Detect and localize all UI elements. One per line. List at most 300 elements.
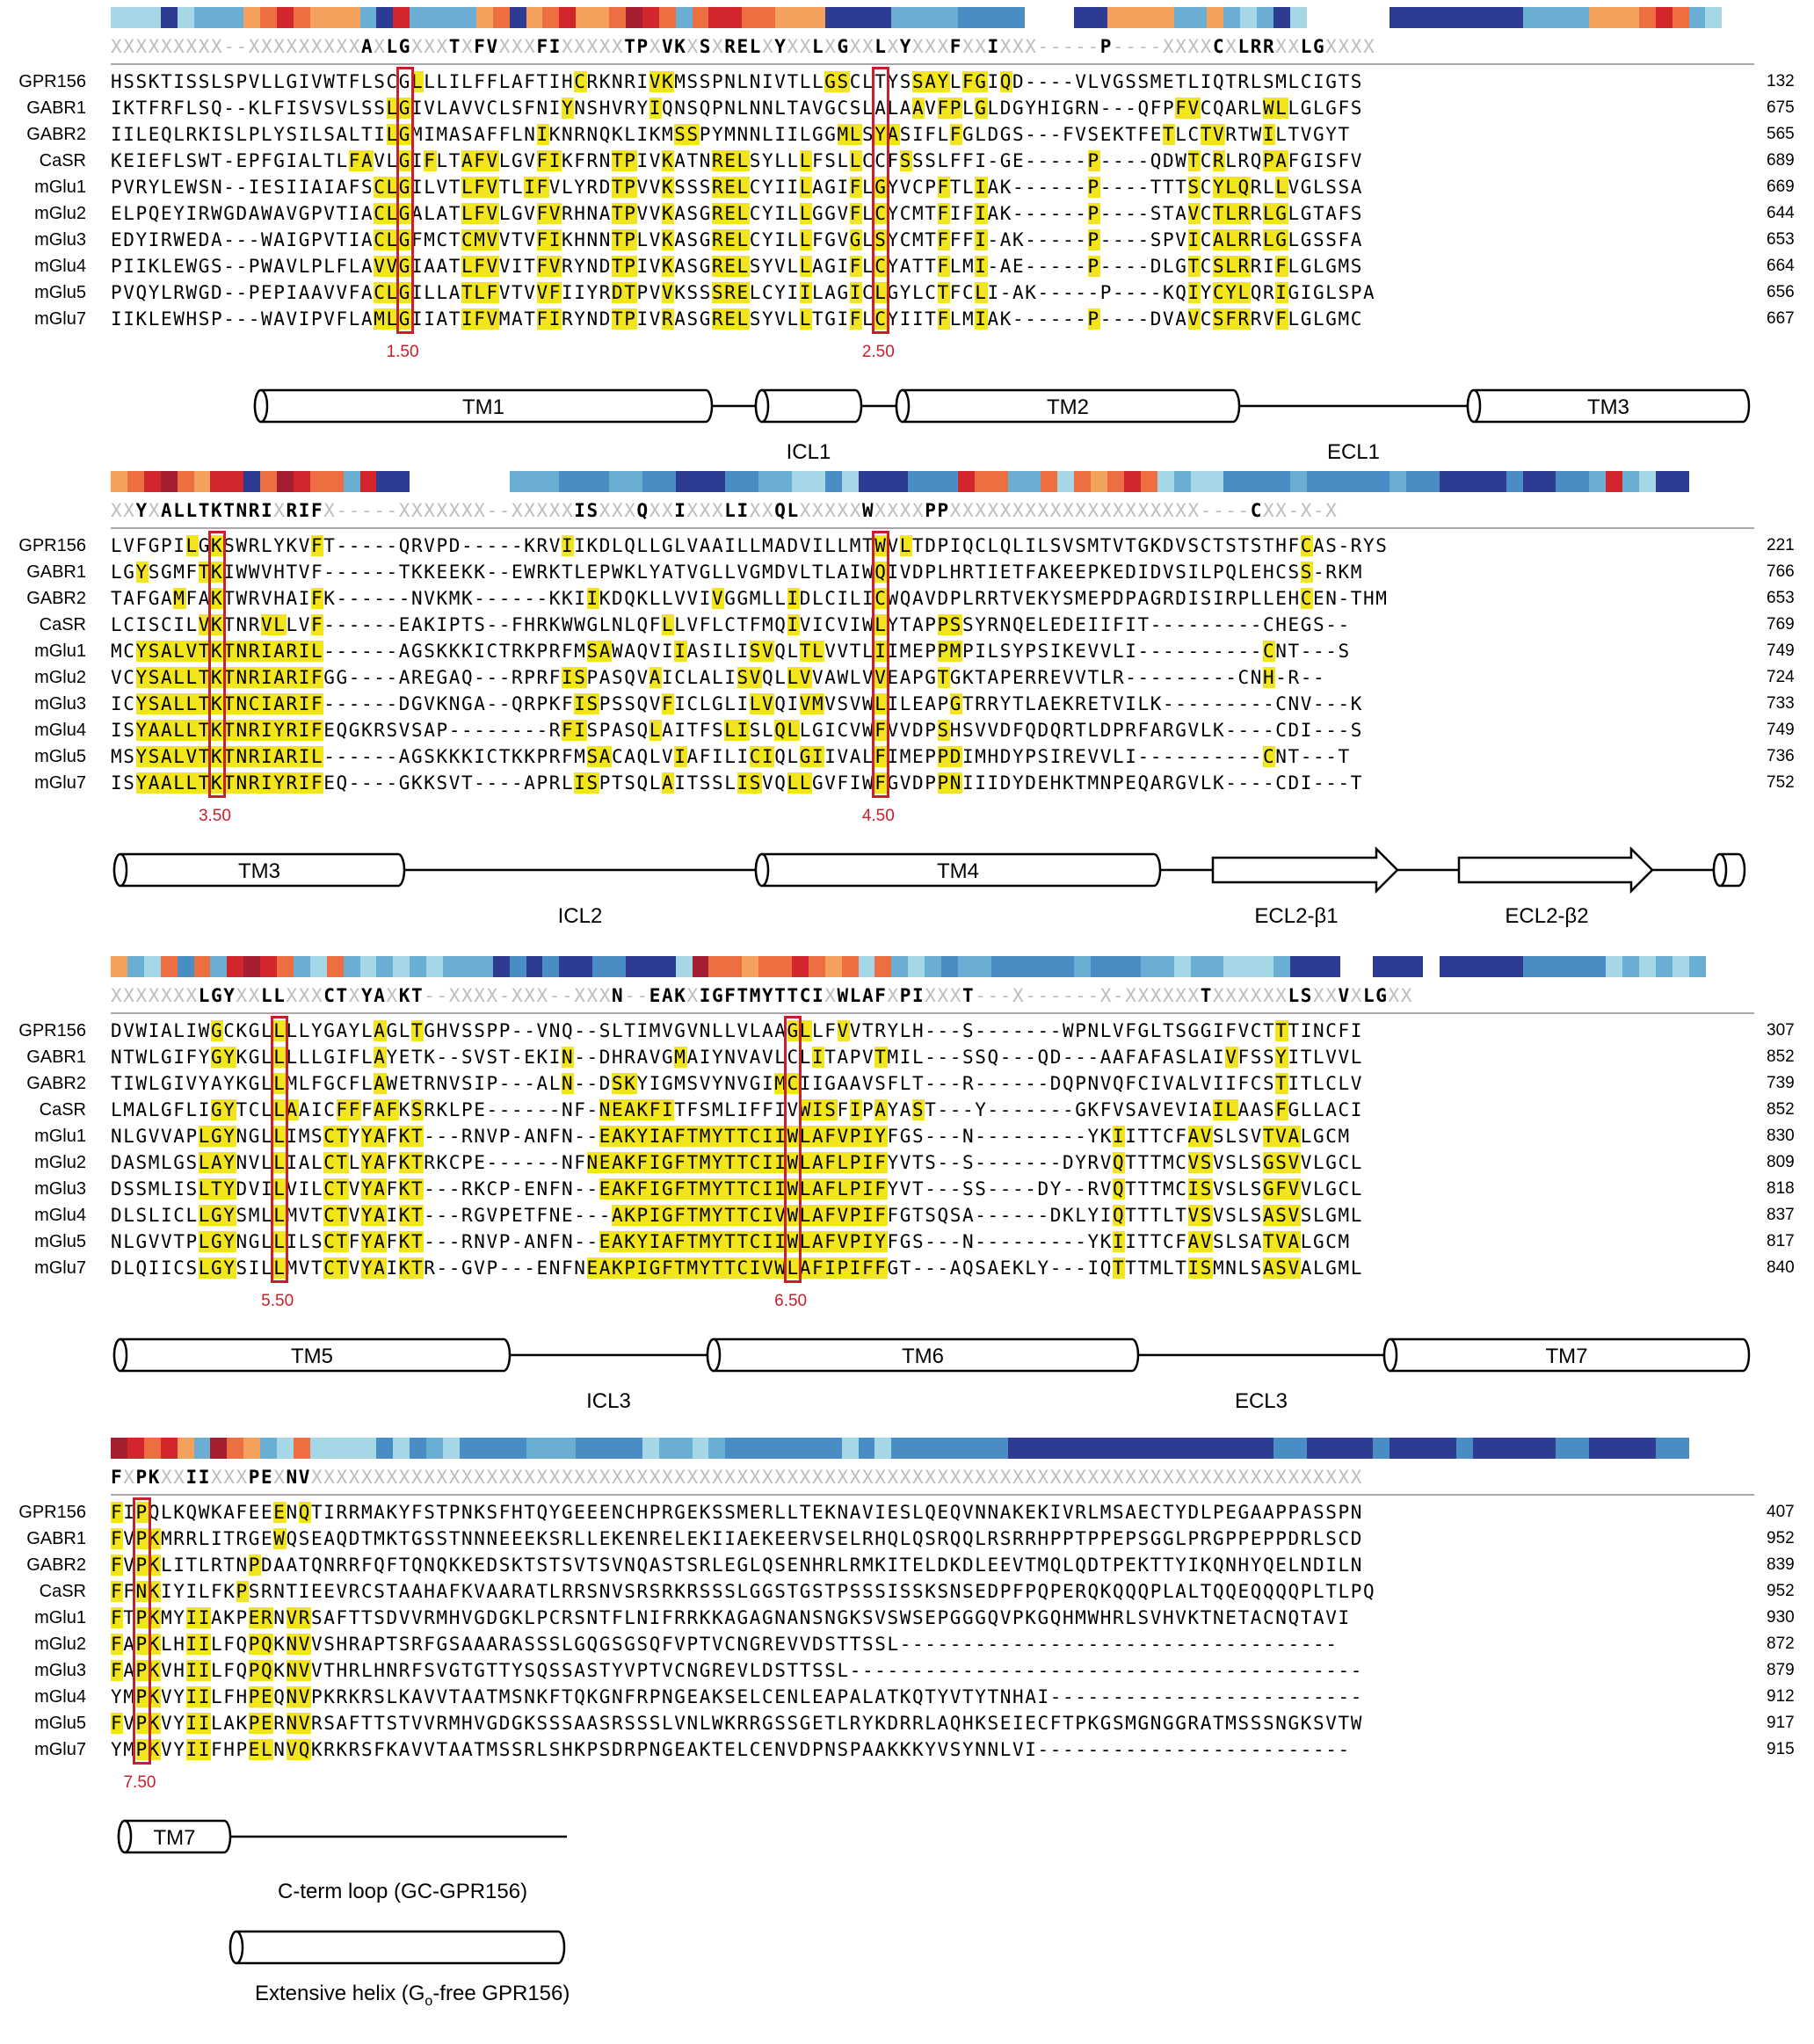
- conservation-segment: [443, 7, 460, 28]
- conservation-segment: [310, 956, 327, 977]
- conservation-segment: [526, 7, 543, 28]
- conservation-segment: [227, 7, 243, 28]
- conservation-segment: [1124, 471, 1141, 492]
- conservation-segment: [958, 1438, 975, 1459]
- conservation-segment: [127, 1438, 144, 1459]
- conservation-segment: [1523, 956, 1540, 977]
- conservation-segment: [1506, 471, 1523, 492]
- conservation-segment: [792, 7, 809, 28]
- sequence-row: FAPKLHIILFQPQKNVVSHRAPTSRFGSAAARASSSLGQGSGSQFVPTVCNGREVVDSTTSSL-----------------------------------: [111, 1634, 1339, 1655]
- conservation-segment: [825, 1438, 842, 1459]
- conservation-segment: [1423, 7, 1440, 28]
- conservation-segment: [360, 956, 377, 977]
- conservation-segment: [1107, 471, 1124, 492]
- extensive-helix-cap: [230, 1932, 243, 1963]
- helix-tm2-cap: [896, 390, 909, 422]
- residue-number: 852: [1767, 1100, 1795, 1119]
- loop-label: ECL3: [1234, 1389, 1288, 1413]
- conservation-segment: [161, 956, 178, 977]
- conservation-segment: [809, 471, 825, 492]
- sequence-name: GABR2: [26, 1074, 86, 1093]
- sequence-name: CaSR: [39, 1100, 86, 1120]
- sequence-name: mGlu1: [34, 178, 86, 197]
- sequence-row: DSSMLISLTYDVILVILCTVYAFKT---RKCP-ENFN--EAKFIGFTMYTTCIIWLAFLPIFYVT---SS----DY--RVQTTTMCISVSLSGFVVLGCL: [111, 1178, 1363, 1200]
- conservation-segment: [1273, 1438, 1290, 1459]
- loop-label: C-term loop (GC-GPR156): [278, 1880, 528, 1903]
- sequence-name: GABR1: [26, 1529, 86, 1548]
- conservation-segment: [294, 956, 310, 977]
- conservation-segment: [344, 956, 360, 977]
- conservation-segment: [1124, 956, 1141, 977]
- conservation-segment: [1673, 471, 1689, 492]
- sequence-name: GPR156: [18, 1021, 86, 1040]
- residue-number: 839: [1767, 1555, 1795, 1574]
- conservation-segment: [891, 956, 908, 977]
- conservation-segment: [576, 1438, 592, 1459]
- conservation-segment: [1074, 7, 1091, 28]
- conservation-segment: [1357, 1438, 1374, 1459]
- conservation-segment: [1191, 7, 1208, 28]
- conservation-segment: [1490, 7, 1506, 28]
- sequence-row: DLSLICLLGYSMLLMVTCTVYAIKT---RGVPETFNE---AKPIGFTMYTTCIVWLAFVPIFFGTSQSA------DKLYIQTTTLTVSVSLSASVSLGML: [111, 1205, 1363, 1226]
- conservation-segment: [1390, 471, 1406, 492]
- conservation-segment: [991, 956, 1008, 977]
- position-marker-label: 3.50: [198, 807, 231, 825]
- conservation-segment: [542, 1438, 559, 1459]
- conservation-segment: [1257, 7, 1273, 28]
- conservation-segment: [1373, 471, 1390, 492]
- consensus-divider: [111, 1494, 1754, 1496]
- residue-number: 872: [1767, 1634, 1795, 1653]
- helix-label: TM5: [291, 1345, 333, 1368]
- residue-number: 915: [1767, 1740, 1795, 1758]
- consensus-sequence: XXXXXXXLGYXXLLXXXCTXYAXKT--XXXX-XXX--XXXN--EAKXIGFTMYTTCIXWLAFXPIXXXT---X------X-XXXXXXTXXXXXXLSXXVXLGXX: [111, 985, 1413, 1006]
- sequence-name: mGlu1: [34, 1127, 86, 1146]
- conservation-segment: [792, 471, 809, 492]
- residue-number: 952: [1767, 1529, 1795, 1547]
- conservation-segment: [1406, 1438, 1423, 1459]
- conservation-segment: [1639, 7, 1656, 28]
- conservation-segment: [1589, 471, 1606, 492]
- conservation-segment: [1041, 956, 1057, 977]
- residue-number: 818: [1767, 1179, 1795, 1198]
- conservation-segment: [642, 7, 659, 28]
- sequence-name: mGlu1: [34, 641, 86, 661]
- sequence-row: YMPKVYIIFHPELNVQKRKRSFKAVVTAATMSSRLSHKPSDRPNGEAKTELCENVDPNSPAAKKKYVSYNNLVI-------------------------: [111, 1739, 1351, 1760]
- helix-tm1-cap: [255, 390, 267, 422]
- conservation-segment: [1091, 7, 1107, 28]
- conservation-segment: [1091, 956, 1107, 977]
- conservation-segment: [144, 1438, 161, 1459]
- conservation-segment: [842, 956, 859, 977]
- sequence-name: mGlu7: [34, 773, 86, 793]
- sequence-row: ISYAALLTKTNRIYRIFEQGKRSVSAP--------RFISPASQLAITFSLISLQLLGICVWFVVDPSHSVVDFQDQRTLDPRFARGVLK----CDI---S: [111, 720, 1363, 741]
- conservation-segment: [1490, 1438, 1506, 1459]
- sequence-row: VCYSALLTKTNRIARIFGG----AREGAQ---RPRFISPASQVAICLALISVQLLVVAWLVVEAPGTGKTAPERREVVTLR---------CNH-R--: [111, 667, 1326, 688]
- conservation-segment: [825, 956, 842, 977]
- conservation-segment: [693, 1438, 709, 1459]
- beta-strand-arrow: [1459, 849, 1652, 891]
- conservation-segment: [310, 471, 327, 492]
- position-marker-label: 7.50: [123, 1773, 156, 1792]
- conservation-segment: [925, 1438, 941, 1459]
- position-marker-label: 2.50: [861, 343, 895, 361]
- residue-number: 752: [1767, 773, 1795, 792]
- sequence-name: GPR156: [18, 72, 86, 91]
- conservation-segment: [1606, 7, 1622, 28]
- conservation-segment: [676, 7, 693, 28]
- sequence-name: mGlu3: [34, 694, 86, 714]
- conservation-segment: [1340, 471, 1357, 492]
- conservation-segment: [1572, 7, 1589, 28]
- helix-label: TM2: [1047, 395, 1089, 419]
- conservation-segment: [443, 956, 460, 977]
- position-marker-box: [872, 67, 889, 334]
- conservation-segment: [327, 956, 344, 977]
- conservation-segment: [1440, 7, 1456, 28]
- conservation-segment: [758, 7, 775, 28]
- conservation-segment: [941, 956, 958, 977]
- helix-label: TM3: [1587, 395, 1629, 419]
- conservation-segment: [559, 1438, 576, 1459]
- conservation-segment: [476, 7, 493, 28]
- conservation-segment: [891, 1438, 908, 1459]
- conservation-segment: [493, 956, 510, 977]
- conservation-segment: [1406, 956, 1423, 977]
- conservation-segment: [1157, 7, 1174, 28]
- sequence-row: YMPKVYIILFHPEQNVPKRKRSLKAVVTAATMSNKFTQKGNFRPNGEAKSELCENLEAPALATKQTYVTYTNHAI-------------------------: [111, 1686, 1363, 1707]
- conservation-segment: [1606, 471, 1622, 492]
- helix-label: Extensive helix ($G_o$-free GPR156): [255, 1982, 570, 2009]
- conservation-segment: [609, 7, 626, 28]
- conservation-segment: [426, 956, 443, 977]
- sequence-name: GABR1: [26, 562, 86, 582]
- conservation-segment: [1107, 956, 1124, 977]
- position-marker-box: [133, 1497, 150, 1765]
- beta-strand-arrow: [1213, 849, 1397, 891]
- conservation-segment: [1223, 7, 1240, 28]
- conservation-segment: [1589, 7, 1606, 28]
- conservation-segment: [1324, 956, 1340, 977]
- conservation-segment: [1622, 1438, 1639, 1459]
- extensive-helix: [230, 1932, 564, 1963]
- conservation-segment: [360, 471, 377, 492]
- conservation-segment: [1673, 7, 1689, 28]
- conservation-segment: [1490, 956, 1506, 977]
- conservation-segment: [659, 1438, 676, 1459]
- sequence-row: EDYIRWEDA---WAIGPVTIACLGFMCTCMVVTVFIKHNNTPLVKASGRELCYILLFGVGLSYCMTFFFI-AK-----P----SPVICALRRLGLGSSFA: [111, 229, 1363, 250]
- conservation-segment: [1307, 1438, 1324, 1459]
- sequence-name: mGlu3: [34, 1179, 86, 1199]
- sequence-name: mGlu7: [34, 1740, 86, 1759]
- conservation-segment: [874, 956, 891, 977]
- conservation-segment: [260, 1438, 277, 1459]
- conservation-segment: [1423, 1438, 1440, 1459]
- conservation-segment: [1689, 7, 1706, 28]
- conservation-segment: [792, 956, 809, 977]
- conservation-segment: [1290, 7, 1307, 28]
- conservation-segment: [1141, 7, 1157, 28]
- conservation-segment: [327, 1438, 344, 1459]
- consensus-divider: [111, 527, 1754, 529]
- conservation-segment: [659, 7, 676, 28]
- residue-number: 221: [1767, 536, 1795, 554]
- conservation-segment: [559, 7, 576, 28]
- sequence-row: LVFGPILGKSWRLYKVFT-----QRVPD-----KRVIIKDLQLLGLVAAILLMADVILLMTWVLTDPIQCLQLILSVSMTVTGKDVSCTSTSTHFCAS-RYS: [111, 535, 1389, 556]
- conservation-segment: [693, 956, 709, 977]
- sequence-name: GABR2: [26, 1555, 86, 1575]
- residue-number: 675: [1767, 98, 1795, 117]
- alignment-block-4: [0, 1432, 1814, 2009]
- conservation-segment: [991, 471, 1008, 492]
- residue-number: 837: [1767, 1206, 1795, 1224]
- conservation-segment: [1240, 956, 1257, 977]
- conservation-segment: [1207, 1438, 1223, 1459]
- conservation-segment: [576, 7, 592, 28]
- conservation-segment: [1373, 956, 1390, 977]
- conservation-segment: [559, 471, 576, 492]
- sequence-name: mGlu4: [34, 721, 86, 740]
- conservation-segment: [958, 471, 975, 492]
- sequence-row: LMALGFLIGYTCLLAAICFFFAFKSRKLPE------NF-NEAKFITFSMLIFFIVWISFIPAYAST---Y-------GKFVSAVEVIAILAASFGLLACI: [111, 1099, 1363, 1120]
- conservation-segment: [825, 471, 842, 492]
- position-marker-label: 1.50: [386, 343, 419, 361]
- conservation-segment: [1539, 1438, 1556, 1459]
- conservation-segment: [991, 7, 1008, 28]
- conservation-segment: [1506, 956, 1523, 977]
- consensus-sequence: XXXXXXXXX--XXXXXXXXXAXLGXXXTXFVXXXFIXXXXXTPXVKXSXRELXYXXLXGXXLXYXXXFXXIXXX-----P----XXXXCXLRRXXLGXXXX: [111, 36, 1376, 57]
- sequence-row: IKTFRFLSQ--KLFISVSVLSSLGIVLAVVCLSFNIYNSHVRYIQNSQPNLNNLTAVGCSLALAAVFPLGLDGYHIGRN---QFPFVCQARLWLLGLGFS: [111, 98, 1363, 119]
- conservation-segment: [1074, 1438, 1091, 1459]
- conservation-segment: [194, 1438, 211, 1459]
- residue-number: 840: [1767, 1258, 1795, 1277]
- position-marker-box: [271, 1016, 288, 1283]
- conservation-segment: [809, 7, 825, 28]
- conservation-segment: [1639, 471, 1656, 492]
- sequence-name: mGlu4: [34, 257, 86, 276]
- conservation-segment: [1523, 471, 1540, 492]
- conservation-segment: [609, 1438, 626, 1459]
- conservation-segment: [210, 956, 227, 977]
- conservation-segment: [1357, 471, 1374, 492]
- conservation-segment: [178, 1438, 194, 1459]
- sequence-row: DLQIICSLGYSILLMVTCTVYAIKTR--GVP---ENFNEAKPIGFTMYTTCIVWLAFIPIFFGT---AQSAEKLY---IQTTTMLTISMNLSASVALGML: [111, 1258, 1363, 1279]
- conservation-segment: [1141, 1438, 1157, 1459]
- sequence-row: FFNKIYILFKPSRNTIEEVRCSTAAHAFKVAARATLRRSNVSRSRKRSSSLGGSTGSTPSSSISSKSNSEDPFPQPERQKQQQPLALTQQEQQQQPLTLPQ: [111, 1581, 1376, 1602]
- conservation-segment: [161, 7, 178, 28]
- sequence-row: FTPKMYIIAKPERNVRSAFTTSDVVRMHVGDGKLPCRSNTFLNIFRRKKAGAGNANSNGKSVSWSEPGGGQVPKGQHMWHRLSVHVKTNETACNQTAVI: [111, 1607, 1351, 1628]
- conservation-segment: [742, 1438, 758, 1459]
- conservation-segment: [925, 471, 941, 492]
- conservation-segment: [178, 956, 194, 977]
- sequence-row: DASMLGSLAYNVLLIALCTLYAFKTRKCPE------NFNEAKFIGFTMYTTCIIWLAFLPIFYVTS--S-------DYRVQTTTMCVSVSLSGSVVLGCL: [111, 1152, 1363, 1173]
- conservation-segment: [1157, 471, 1174, 492]
- sequence-name: mGlu5: [34, 1714, 86, 1733]
- conservation-segment: [1506, 1438, 1523, 1459]
- conservation-segment: [908, 471, 925, 492]
- conservation-segment: [1456, 471, 1473, 492]
- conservation-segment: [243, 1438, 260, 1459]
- conservation-segment: [975, 1438, 991, 1459]
- conservation-segment: [1440, 1438, 1456, 1459]
- sequence-row: PIIKLEWGS--PWAVLPLFLAVVGIAATLFVVITFVRYNDTPIVKASGRELSYVLLAGIFLCYATTFLMI-AE-----P----DLGTCSLRRIFLGLGMS: [111, 256, 1363, 277]
- conservation-segment: [1240, 1438, 1257, 1459]
- conservation-segment: [1556, 471, 1572, 492]
- conservation-segment: [958, 956, 975, 977]
- conservation-segment: [294, 471, 310, 492]
- conservation-segment: [1240, 7, 1257, 28]
- topology-diagram: [0, 1334, 1814, 1439]
- conservation-segment: [576, 956, 592, 977]
- conservation-segment: [1639, 1438, 1656, 1459]
- conservation-segment: [1440, 471, 1456, 492]
- conservation-segment: [1223, 471, 1240, 492]
- conservation-segment: [1523, 7, 1540, 28]
- sequence-name: mGlu4: [34, 1687, 86, 1707]
- residue-number: 879: [1767, 1661, 1795, 1679]
- sequence-name: mGlu5: [34, 283, 86, 302]
- conservation-segment: [460, 1438, 476, 1459]
- sequence-row: FIPQLKQWKAFEEENQTIRRMAKYFSTPNKSFHTQYGEEENCHPRGEKSSMERLLTEKNAVIESLQEQVNNAKEKIVRLMSAECTYDLPEGAAPPASSPN: [111, 1502, 1363, 1523]
- sequence-name: mGlu7: [34, 309, 86, 329]
- residue-number: 749: [1767, 721, 1795, 739]
- conservation-segment: [327, 7, 344, 28]
- conservation-segment: [725, 1438, 742, 1459]
- conservation-segment: [476, 956, 493, 977]
- residue-number: 852: [1767, 1047, 1795, 1066]
- conservation-segment: [958, 7, 975, 28]
- conservation-segment: [542, 471, 559, 492]
- conservation-segment: [1406, 471, 1423, 492]
- sequence-row: FVPKVYIILAKPERNVRSAFTTSTVVRMHVGDGKSSSAASRSSSLVNLWKRRGSSGETLRYKDRRLAQHKSEIECFTPKGSMGNGGRATMSSSNGKSVTW: [111, 1713, 1363, 1734]
- conservation-segment: [194, 956, 211, 977]
- conservation-segment: [842, 471, 859, 492]
- conservation-segment: [1473, 1438, 1490, 1459]
- conservation-segment: [1025, 471, 1041, 492]
- sequence-row: NLGVVTPLGYNGLLILSCTFYAFKT---RNVP-ANFN--EAKYIAFTMYTTCIIWLAFVPIYFGS---N---------YKIITTCFAVSLSATVALGCM: [111, 1231, 1351, 1252]
- sequence-row: LGYSGMFTKIWWVHTVF------TKKEEKK--EWRKTLEPWKLYATVGLLVGMDVLTLAIWQIVDPLHRTIETFAKEEPKEDIDVSILPQLEHCSS-RKM: [111, 562, 1363, 583]
- conservation-segment: [874, 1438, 891, 1459]
- residue-number: 724: [1767, 668, 1795, 686]
- conservation-segment: [1456, 7, 1473, 28]
- conservation-segment: [127, 471, 144, 492]
- conservation-segment: [1373, 1438, 1390, 1459]
- conservation-segment: [144, 956, 161, 977]
- conservation-segment: [1273, 956, 1290, 977]
- conservation-segment: [1622, 7, 1639, 28]
- sequence-row: NTWLGIFYGYKGLLLLLGIFLAYETK--SVST-EKIN--DHRAVGMAIYNVAVLCLITAPVTMIL---SSQ---QD---AAFAFASLAIVFSSYITLVVL: [111, 1047, 1363, 1068]
- conservation-segment: [127, 956, 144, 977]
- residue-number: 653: [1767, 230, 1795, 249]
- conservation-segment: [725, 471, 742, 492]
- sequence-name: GPR156: [18, 536, 86, 555]
- conservation-segment: [609, 471, 626, 492]
- conservation-segment: [1656, 471, 1673, 492]
- conservation-segment: [908, 956, 925, 977]
- conservation-segment: [809, 956, 825, 977]
- conservation-segment: [393, 471, 410, 492]
- conservation-segment: [1307, 471, 1324, 492]
- conservation-segment: [243, 956, 260, 977]
- conservation-segment: [1257, 1438, 1273, 1459]
- conservation-segment: [642, 1438, 659, 1459]
- conservation-segment: [1539, 471, 1556, 492]
- sequence-name: mGlu7: [34, 1258, 86, 1278]
- conservation-segment: [1572, 956, 1589, 977]
- helix-icl1-cap: [756, 390, 768, 422]
- conservation-segment: [559, 956, 576, 977]
- sequence-name: GABR1: [26, 98, 86, 118]
- conservation-segment: [243, 471, 260, 492]
- conservation-segment: [542, 7, 559, 28]
- conservation-segment: [127, 7, 144, 28]
- conservation-segment: [1207, 7, 1223, 28]
- conservation-segment: [310, 1438, 327, 1459]
- sequence-row: ELPQEYIRWGDAWAVGPVTIACLGALATLFVLGVFVRHNATPVVKASGRELCYILLGGVFLCYCMTFIFIAK------P----STAVCTLRRLGLGTAFS: [111, 203, 1363, 224]
- residue-number: 809: [1767, 1153, 1795, 1171]
- conservation-segment: [1008, 7, 1025, 28]
- conservation-segment: [1556, 956, 1572, 977]
- conservation-segment: [1240, 471, 1257, 492]
- residue-number: 912: [1767, 1687, 1795, 1706]
- residue-number: 930: [1767, 1608, 1795, 1627]
- conservation-segment: [1606, 956, 1622, 977]
- sequence-row: DVWIALIWGCKGLLLLYGAYLAGLTGHVSSPP--VNQ--SLTIMVGVNLLVLAAGLLFVVTRYLH---S-------WPNLVFGLTSGGIFVCTTTINCFI: [111, 1020, 1363, 1041]
- sequence-row: LCISCILVKTNRVLLVF------EAKIPTS--FHRKWWGLNLQFLLVFLCTFMQIVICVIWLYTAPPSSYRNQELEDEIIFIT---------CHEGS--: [111, 614, 1351, 635]
- sequence-row: FAPKVHIILFQPQKNVVTHRLHNRFSVGTGTTYSQSSASTYVPTVCNGREVLDSTTSSL-----------------------------------------: [111, 1660, 1363, 1681]
- conservation-segment: [708, 471, 725, 492]
- conservation-segment: [510, 471, 526, 492]
- residue-number: 739: [1767, 1074, 1795, 1092]
- conservation-segment: [1207, 956, 1223, 977]
- sequence-name: mGlu4: [34, 1206, 86, 1225]
- conservation-segment: [410, 956, 426, 977]
- conservation-segment: [1390, 7, 1406, 28]
- conservation-segment: [1174, 471, 1191, 492]
- conservation-segment: [891, 7, 908, 28]
- sequence-row: HSSKTISSLSPVLLGIVWTFLSCGLLLILFFLAFTIHCRKNRIVKMSSPNLNIVTLLGSCLTYSSAYLFGIQD----VLVGSSMETLIQTRLSMLCIGTS: [111, 71, 1363, 92]
- conservation-segment: [111, 471, 127, 492]
- conservation-segment: [941, 7, 958, 28]
- conservation-segment: [708, 7, 725, 28]
- conservation-segment: [227, 1438, 243, 1459]
- loop-label: ICL2: [557, 904, 603, 928]
- helix-tm4-cap: [756, 854, 768, 886]
- residue-number: 664: [1767, 257, 1795, 275]
- sequence-row: IILEQLRKISLPLYSILSALTILGMIMASAFFLNIKNRNQKLIKMSSPYMNNLIILGGMLSYASIFLFGLDGS---FVSEKTFETLCTVRTWILTVGYT: [111, 124, 1351, 145]
- conservation-segment: [708, 956, 725, 977]
- conservation-segment: [874, 7, 891, 28]
- conservation-segment: [327, 471, 344, 492]
- residue-number: 769: [1767, 615, 1795, 634]
- conservation-segment: [659, 471, 676, 492]
- loop-label: ICL1: [786, 440, 831, 464]
- conservation-segment: [1174, 1438, 1191, 1459]
- conservation-segment: [775, 956, 792, 977]
- topology-diagram: [0, 849, 1814, 954]
- conservation-segment: [842, 7, 859, 28]
- residue-number: 667: [1767, 309, 1795, 328]
- conservation-segment: [1207, 471, 1223, 492]
- conservation-segment: [1008, 1438, 1025, 1459]
- conservation-segment: [161, 471, 178, 492]
- conservation-segment: [1406, 7, 1423, 28]
- conservation-segment: [1141, 956, 1157, 977]
- helix-tm6-cap: [707, 1339, 720, 1371]
- conservation-segment: [1157, 1438, 1174, 1459]
- conservation-segment: [460, 7, 476, 28]
- conservation-segment: [1008, 471, 1025, 492]
